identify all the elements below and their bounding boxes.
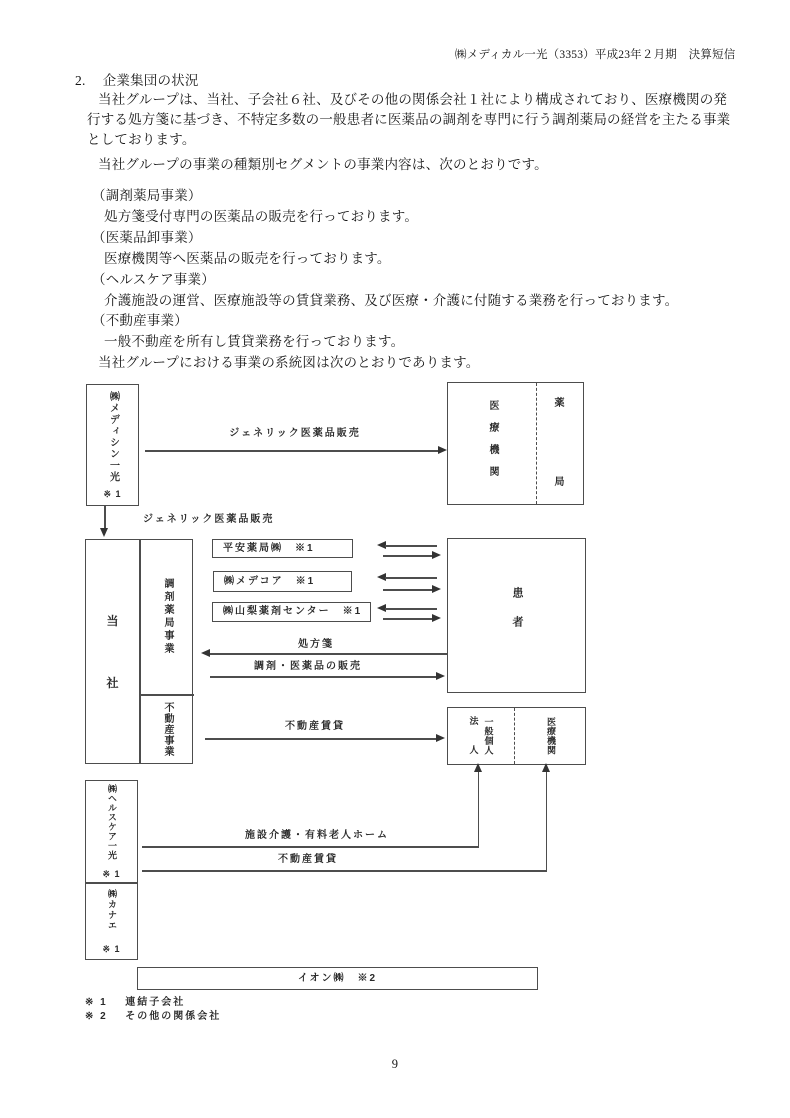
exchange-arrow-line [385,577,437,579]
subsidiary-label: ㈱メデコア ※1 [224,575,316,587]
subsidiary-box-heian [212,539,353,558]
segment-name: （医薬品卸事業） [92,230,202,245]
care-service-line [478,770,480,847]
kanae-note: ※ 1 [102,944,121,954]
section-number: 2. [75,73,86,88]
corporate-char: 法 [469,716,479,726]
pharmacy-char: 局 [554,477,565,488]
care-service-label: 施設介護・有料老人ホーム [245,830,389,841]
realestate-lease2-line [142,870,547,872]
company-box [85,539,193,764]
realestate-cell-label: 不動産事業 [162,702,173,757]
segment-name: （不動産事業） [92,313,188,328]
exchange-arrowhead-icon [432,585,441,593]
diagram-intro: 当社グループにおける事業の系統図は次のとおりであります。 [98,355,480,370]
pharmacy-char: 薬 [554,398,565,409]
kanae-box [85,883,138,960]
subsidiary-box-medecore [213,571,352,592]
dispensing-pharmacy-cell-label: 調剤薬局事業 [162,578,173,656]
aeon-label: イオン㈱ ※2 [297,972,378,984]
generic-sales-arrowhead-icon [438,446,447,454]
segment-desc: 医療機関等へ医薬品の販売を行っております。 [104,251,391,266]
exchange-arrowhead-icon [432,551,441,559]
subsidiary-box-yamanashi [212,602,371,622]
exchange-arrow-line [385,545,437,547]
generic-sales-down-label: ジェネリック医薬品販売 [143,514,275,525]
prescription-arrow-line [210,653,447,655]
realestate-lease-label: 不動産賃貸 [285,721,345,732]
medical-institution-label: 医療機関 [487,399,498,488]
intro-line: 行する処方箋に基づき、不特定多数の一般患者に医薬品の調剤を専門に行う調剤薬局の経営を主たる事業 [87,112,731,127]
section-heading [75,74,199,88]
exchange-arrowhead-icon [432,614,441,622]
footnote [85,998,185,1008]
intro-line: 当社グループは、当社、子会社６社、及びその他の関係会社１社により構成されており、医療機関の発 [98,92,728,107]
exchange-arrow-line [383,589,433,591]
subsidiary-label: ㈱山梨薬剤センター ※1 [223,606,363,617]
realestate-lease-arrow-line [205,738,438,740]
exchange-arrow-line [383,618,433,620]
segments-intro: 当社グループの事業の種類別セグメントの事業内容は、次のとおりです。 [98,157,548,172]
realestate-lease2-arrowhead-icon [542,763,550,772]
exchange-arrow-line [383,555,433,557]
company-char: 社 [106,675,119,690]
footnote-mark: ※ 1 [85,997,108,1008]
medicine-ikko-label: ㈱メディシン一光 [107,391,119,483]
footnote-text: その他の関係会社 [125,1011,222,1022]
medicine-ikko-note: ※ 1 [103,489,122,499]
header-text: ㈱メディカル一光（3353）平成23年２月期 決算短信 [455,49,736,61]
segment-name: （調剤薬局事業） [92,188,202,203]
segment-name: （ヘルスケア事業） [92,272,215,287]
aeon-box [137,967,538,990]
segment-desc: 処方箋受付専門の医薬品の販売を行っております。 [104,209,419,224]
healthcare-ikko-note: ※ 1 [102,869,121,879]
medicine-ikko-box [86,384,139,506]
realestate-lease2-line [546,770,548,871]
section-title: 企業集団の状況 [102,73,199,88]
prescription-arrowhead-icon [201,649,210,657]
segment-desc: 一般不動産を所有し賃貸業務を行っております。 [104,334,405,349]
footnote [85,1012,221,1022]
care-service-arrowhead-icon [474,763,482,772]
patient-label: 患者 [511,586,523,645]
generic-sales-down-arrowhead-icon [100,528,108,537]
care-service-line [142,846,479,848]
legal-individual-box [447,707,586,765]
subsidiary-label: 平安薬局㈱ ※1 [223,542,315,554]
company-char: 当 [106,613,119,628]
dispensing-sales-arrowhead-icon [436,672,445,680]
exchange-arrow-line [385,608,437,610]
patient-box [447,538,586,693]
realestate-lease-arrowhead-icon [436,734,445,742]
generic-sales-arrow-line [145,450,439,452]
intro-line: としております。 [87,132,196,147]
footnote-mark: ※ 2 [85,1011,108,1022]
healthcare-ikko-label: ㈱ヘルスケア一光 [107,784,117,860]
generic-sales-label: ジェネリック医薬品販売 [229,428,361,439]
prescription-label: 処方箋 [298,639,334,650]
page-number: 9 [391,1057,399,1071]
medical-pharmacy-box [447,382,584,505]
generic-sales-down-line [104,506,106,529]
healthcare-ikko-box [85,780,138,883]
medical-institution-label: 医療機関 [546,717,556,755]
individual-label: 一般個人 [483,717,494,755]
realestate-lease2-label: 不動産賃貸 [278,854,338,865]
kanae-label: ㈱カナエ [107,889,117,931]
segment-desc: 介護施設の運営、医療施設等の賃貸業務、及び医療・介護に付随する業務を行っております。 [104,293,679,308]
footnote-text: 連結子会社 [125,997,186,1008]
dispensing-sales-arrow-line [210,676,438,678]
corporate-char: 人 [469,745,479,755]
dispensing-sales-label: 調剤・医薬品の販売 [254,661,362,672]
